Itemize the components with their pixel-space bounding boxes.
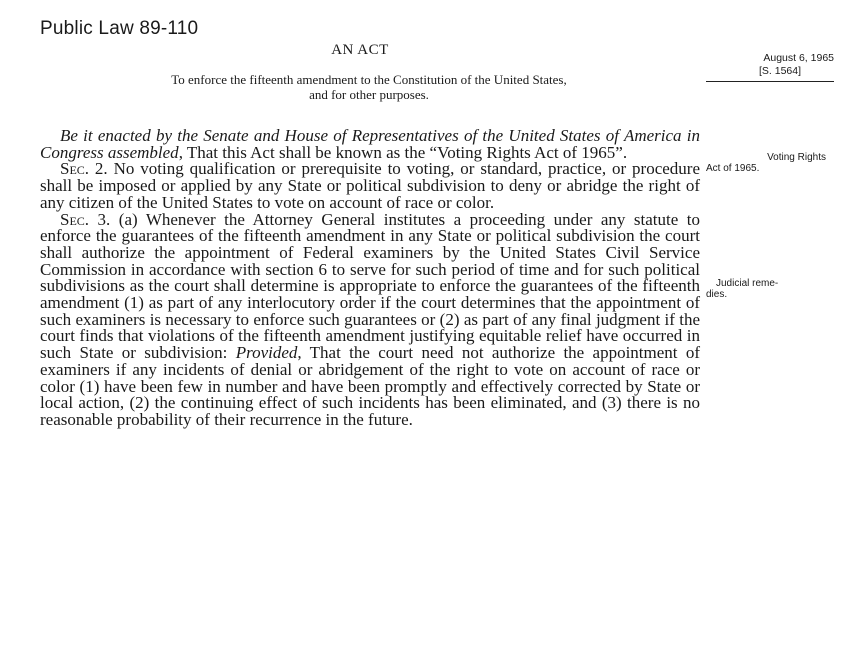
senate-bill-number: [S. 1564] [758,65,802,77]
statute-body [40,128,700,429]
enacting-clause [40,128,700,161]
section-2-label: Sec. 2. [60,159,108,179]
enacting-clause-rest: , That this Act shall be known as the “Voting Rights Act of 1965”. [178,142,628,162]
enacting-clause-italic: Be it enacted by the Senate and House of Representatives of the United States of America in Congress assembled [40,126,700,162]
side-note-short-title [706,152,836,174]
section-3-text-a: (a) Whenever the Attorney General institutes a proceeding under any statute to enforce the guarantees of the fifteenth amendment in any State or political subdivision the court shall authorize the appointment of Federal examiners by the United States Civil Service Commission in accordance with section 6 to serve for such period of time and for such political subdivisions as the court shall determine is appropriate to enforce the guarantees of the fifteenth amendment (1) as part of any interlocutory order if the court determines that the appointment of such examiners is necessary to enforce such guarantees or (2) as part of any final judgment if the court finds that violations of the fifteenth amendment justifying equitable relief have occurred in such State or subdivision: [40,209,700,363]
section-3-label: Sec. 3. [60,209,111,229]
act-purpose-line-2: and for other purposes. [309,87,429,102]
side-note-judicial-remedies [706,278,836,300]
margin-date-block [706,52,834,78]
side-note-short-title-line-2: Act of 1965. [706,163,760,174]
section-3-text-b: , That the court need not authorize the appointment of examiners if any incidents of denial or abridgement of the right to vote on account of race or color (1) have been few in number and have been promptly and effectively corrected by State or local action, (2) the continuing effect of such incidents has been eliminated, and (3) there is no reasonable probability of their recurrence in the future. [40,343,700,429]
act-purpose [40,72,698,102]
public-law-number: Public Law 89-110 [40,18,199,39]
enactment-date: August 6, 1965 [763,52,834,64]
section-3 [40,209,700,429]
section-2 [40,161,700,211]
section-3-proviso: Provided [235,343,298,363]
act-purpose-line-1: To enforce the fifteenth amendment to the Constitution of the United States, [171,72,567,87]
side-note-remedies-line-2: dies. [706,289,728,300]
section-2-text: No voting qualification or prerequisite to voting, or standard, practice, or procedure shall be imposed or applied by any State or political subdivision to deny or abridge the right of any citizen of the United States to vote on account of race or color. [40,159,700,212]
side-note-remedies-line-1: Judicial reme- [716,278,779,289]
margin-divider [706,81,834,82]
side-note-short-title-line-1: Voting Rights [767,152,826,163]
act-title: AN ACT [331,42,389,58]
